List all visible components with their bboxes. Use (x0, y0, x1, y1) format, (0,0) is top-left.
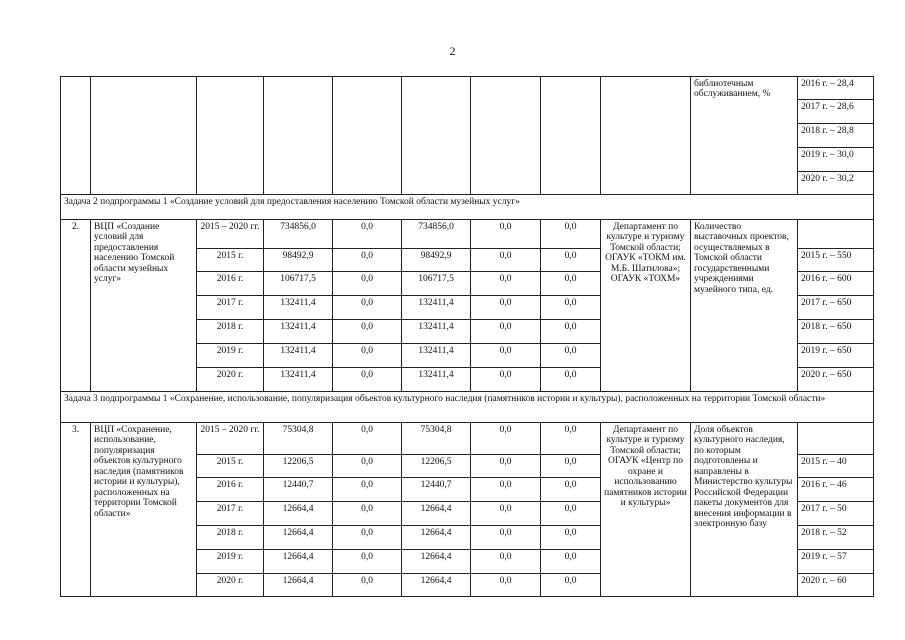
total-cell: 132411,4 (264, 296, 333, 320)
federal-cell: 0,0 (333, 526, 402, 550)
indicator-value (798, 423, 874, 455)
federal-cell: 0,0 (333, 249, 402, 272)
total-cell: 12664,4 (264, 550, 333, 574)
local-cell: 0,0 (471, 296, 541, 320)
task-3-header: Задача 3 подпрограммы 1 «Сохранение, использование, популяризация объектов культурного наследия (памятников истории и культуры), расположенных на территории Томской области» (61, 392, 874, 423)
other-cell: 0,0 (541, 344, 601, 368)
regional-cell: 98492,9 (402, 249, 471, 272)
total-cell: 132411,4 (264, 320, 333, 344)
local-cell: 0,0 (471, 550, 541, 574)
row-number: 3. (61, 423, 91, 597)
other-cell: 0,0 (541, 502, 601, 526)
table-row (61, 77, 874, 100)
program-name: ВЦП «Создание условий для предоставления населению Томской области музейных услуг» (91, 220, 197, 392)
indicator-value: 2017 г. – 28,6 (798, 100, 874, 124)
regional-cell: 75304,8 (402, 423, 471, 455)
indicator-cell: библиотечным обслуживанием, % (691, 77, 798, 195)
indicator-value: 2015 г. – 550 (798, 249, 874, 272)
other-cell: 0,0 (541, 296, 601, 320)
total-cell: 12664,4 (264, 526, 333, 550)
indicator-value: 2018 г. – 28,8 (798, 124, 874, 148)
regional-cell: 132411,4 (402, 344, 471, 368)
federal-cell: 0,0 (333, 368, 402, 392)
indicator-value: 2019 г. – 30,0 (798, 148, 874, 172)
federal-cell: 0,0 (333, 455, 402, 478)
table-row (61, 220, 874, 249)
regional-cell: 106717,5 (402, 272, 471, 296)
federal-cell: 0,0 (333, 502, 402, 526)
federal-cell: 0,0 (333, 320, 402, 344)
regional-cell: 132411,4 (402, 368, 471, 392)
total-cell: 12206,5 (264, 455, 333, 478)
federal-cell: 0,0 (333, 272, 402, 296)
total-cell: 132411,4 (264, 344, 333, 368)
task-2-header: Задача 2 подпрограммы 1 «Создание условий для предоставления населению Томской области музейных услуг» (61, 195, 874, 220)
page-number: 2 (449, 44, 456, 58)
indicator-value: 2019 г. – 57 (798, 550, 874, 574)
local-cell: 0,0 (471, 455, 541, 478)
federal-cell: 0,0 (333, 344, 402, 368)
period-cell: 2015 – 2020 гг. (197, 220, 264, 249)
indicator-value: 2020 г. – 60 (798, 574, 874, 597)
federal-cell: 0,0 (333, 296, 402, 320)
task-header-row (61, 392, 874, 423)
other-cell: 0,0 (541, 423, 601, 455)
period-cell: 2015 г. (197, 249, 264, 272)
other-cell: 0,0 (541, 272, 601, 296)
regional-cell: 132411,4 (402, 296, 471, 320)
indicator-value: 2016 г. – 28,4 (798, 77, 874, 100)
local-cell: 0,0 (471, 574, 541, 597)
regional-cell: 734856,0 (402, 220, 471, 249)
regional-cell: 12206,5 (402, 455, 471, 478)
local-cell: 0,0 (471, 368, 541, 392)
period-cell: 2015 – 2020 гг. (197, 423, 264, 455)
row-number: 2. (61, 220, 91, 392)
indicator-value: 2019 г. – 650 (798, 344, 874, 368)
other-cell: 0,0 (541, 320, 601, 344)
program-table (60, 76, 874, 597)
period-cell: 2018 г. (197, 526, 264, 550)
local-cell: 0,0 (471, 320, 541, 344)
local-cell: 0,0 (471, 478, 541, 502)
period-cell: 2017 г. (197, 296, 264, 320)
period-cell: 2020 г. (197, 574, 264, 597)
indicator-value: 2017 г. – 650 (798, 296, 874, 320)
total-cell: 106717,5 (264, 272, 333, 296)
regional-cell: 12440,7 (402, 478, 471, 502)
indicator-value: 2018 г. – 650 (798, 320, 874, 344)
total-cell: 132411,4 (264, 368, 333, 392)
indicator-cell: Доля объектов культурного наследия, по которым подготовлены и направлены в Министерство культуры Российской Федерации пакеты документов для внесения информации в электронную базу (691, 423, 798, 597)
indicator-value: 2018 г. – 52 (798, 526, 874, 550)
federal-cell: 0,0 (333, 220, 402, 249)
period-cell: 2018 г. (197, 320, 264, 344)
total-cell: 12664,4 (264, 502, 333, 526)
indicator-value: 2016 г. – 600 (798, 272, 874, 296)
table-body (61, 77, 874, 597)
total-cell: 75304,8 (264, 423, 333, 455)
indicator-cell: Количество выставочных проектов, осуществляемых в Томской области государственными учреждениями музейного типа, ед. (691, 220, 798, 392)
task-header-row (61, 195, 874, 220)
other-cell: 0,0 (541, 550, 601, 574)
other-cell: 0,0 (541, 368, 601, 392)
other-cell: 0,0 (541, 574, 601, 597)
period-cell: 2019 г. (197, 344, 264, 368)
total-cell: 12440,7 (264, 478, 333, 502)
total-cell: 734856,0 (264, 220, 333, 249)
indicator-value: 2020 г. – 30,2 (798, 172, 874, 195)
regional-cell: 12664,4 (402, 502, 471, 526)
period-cell: 2016 г. (197, 272, 264, 296)
regional-cell: 132411,4 (402, 320, 471, 344)
local-cell: 0,0 (471, 272, 541, 296)
total-cell: 98492,9 (264, 249, 333, 272)
period-cell: 2016 г. (197, 478, 264, 502)
executor-cell: Департамент по культуре и туризму Томской области; ОГАУК «Центр по охране и использованию памятников истории и культуры» (601, 423, 691, 597)
table-row (61, 423, 874, 455)
other-cell: 0,0 (541, 526, 601, 550)
regional-cell: 12664,4 (402, 574, 471, 597)
regional-cell: 12664,4 (402, 526, 471, 550)
local-cell: 0,0 (471, 344, 541, 368)
period-cell: 2019 г. (197, 550, 264, 574)
local-cell: 0,0 (471, 423, 541, 455)
executor-cell: Департамент по культуре и туризму Томской области; ОГАУК «ТОКМ им. М.Б. Шатилова»; ОГАУК «ТОХМ» (601, 220, 691, 392)
period-cell: 2015 г. (197, 455, 264, 478)
indicator-value: 2016 г. – 46 (798, 478, 874, 502)
federal-cell: 0,0 (333, 550, 402, 574)
other-cell: 0,0 (541, 478, 601, 502)
program-name: ВЦП «Сохранение, использование, популяризация объектов культурного наследия (памятников истории и культуры), расположенных на территории Томской области» (91, 423, 197, 597)
federal-cell: 0,0 (333, 574, 402, 597)
indicator-value: 2017 г. – 50 (798, 502, 874, 526)
other-cell: 0,0 (541, 249, 601, 272)
indicator-value (798, 220, 874, 249)
federal-cell: 0,0 (333, 423, 402, 455)
local-cell: 0,0 (471, 526, 541, 550)
federal-cell: 0,0 (333, 478, 402, 502)
regional-cell: 12664,4 (402, 550, 471, 574)
indicator-value: 2015 г. – 40 (798, 455, 874, 478)
indicator-value: 2020 г. – 650 (798, 368, 874, 392)
period-cell: 2020 г. (197, 368, 264, 392)
other-cell: 0,0 (541, 455, 601, 478)
local-cell: 0,0 (471, 220, 541, 249)
other-cell: 0,0 (541, 220, 601, 249)
local-cell: 0,0 (471, 249, 541, 272)
local-cell: 0,0 (471, 502, 541, 526)
total-cell: 12664,4 (264, 574, 333, 597)
period-cell: 2017 г. (197, 502, 264, 526)
